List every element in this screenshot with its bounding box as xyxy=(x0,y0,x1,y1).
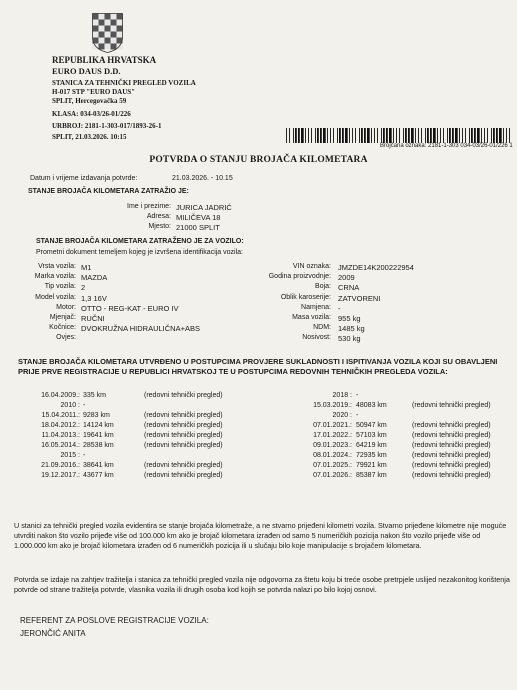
history-date: 15.03.2019.: xyxy=(313,402,352,409)
vehicle-field-label: Nosivost: xyxy=(302,334,331,342)
history-date: 16.05.2014.: xyxy=(41,442,80,449)
vehicle-field-value: M1 xyxy=(81,263,92,272)
vehicle-field-value: JMZDE14K200222954 xyxy=(338,263,414,272)
history-type: (redovni tehnički pregled) xyxy=(144,432,223,439)
history-date: 07.01.2025.: xyxy=(313,462,352,469)
vehicle-field-label: Godina proizvodnje: xyxy=(268,273,331,281)
header-company: EURO DAUS D.D. xyxy=(52,66,121,76)
vehicle-field-value: 2009 xyxy=(338,273,355,283)
history-type: (redovni tehnički pregled) xyxy=(412,442,491,449)
history-date: 2018 : xyxy=(332,392,352,399)
history-type: (redovni tehnički pregled) xyxy=(412,432,491,439)
history-km: 85387 km xyxy=(356,472,387,479)
vehicle-field-value: 955 kg xyxy=(338,314,361,323)
vehicle-heading: STANJE BROJAČA KILOMETARA ZATRAŽENO JE ZA VOZILO: xyxy=(36,238,244,245)
vehicle-field-label: Vrsta vozila: xyxy=(38,263,76,270)
vehicle-field-value: - xyxy=(338,303,341,313)
vehicle-field-value: 530 kg xyxy=(338,334,361,344)
referent-label: REFERENT ZA POSLOVE REGISTRACIJE VOZILA: xyxy=(20,616,209,625)
history-km: - xyxy=(83,402,86,409)
history-date: 16.04.2009.: xyxy=(41,392,80,399)
history-date: 18.04.2012.: xyxy=(41,422,80,429)
vehicle-note: Prometni dokument temeljem kojeg je izvršena identifikacija vozila: xyxy=(36,249,243,256)
history-km: - xyxy=(83,452,86,459)
liability-paragraph: Potvrda se izdaje na zahtjev tražitelja i stanica za tehnički pregled vozila nije odgovorna za štetu koju bi treće osobe pretrpjele uslijed nezakonitog korištenja potvrde od strane tražitelja potvrde, vlasnika vozila ili drugih osoba kod kojih se potvrda nalazi po bilo kojoj osnovi. xyxy=(14,575,510,594)
header-address: SPLIT, Hercegovačka 59 xyxy=(52,97,127,105)
issued-label: Datum i vrijeme izdavanja potvrde: xyxy=(30,175,138,182)
history-type: (redovni tehnički pregled) xyxy=(144,442,223,449)
history-type: (redovni tehnički pregled) xyxy=(144,422,223,429)
requester-city: 21000 SPLIT xyxy=(176,223,220,232)
history-km: 64219 km xyxy=(356,442,387,449)
vehicle-field-label: VIN oznaka: xyxy=(292,263,331,270)
history-type: (redovni tehnički pregled) xyxy=(412,422,491,429)
history-date: 2010 : xyxy=(60,402,80,409)
vehicle-field-value: RUČNI xyxy=(81,314,105,323)
vehicle-field-label: Oblik karoserije: xyxy=(280,293,331,301)
vehicle-field-label: Kočnice: xyxy=(49,324,76,332)
header-place-date: SPLIT, 21.03.2026. 10:15 xyxy=(52,133,127,141)
history-type: (redovni tehnički pregled) xyxy=(412,402,491,409)
history-date: 2015 : xyxy=(60,452,80,459)
requester-address: MILIČEVA 18 xyxy=(176,213,221,222)
vehicle-field-label: NDM: xyxy=(313,324,331,332)
history-type: (redovni tehnički pregled) xyxy=(412,472,491,479)
vehicle-field-value: MAZDA xyxy=(81,273,108,283)
history-km: 335 km xyxy=(83,392,106,399)
history-date: 07.01.2021.: xyxy=(313,422,352,429)
header-station-code: H-017 STP "EURO DAUS" xyxy=(52,88,136,96)
history-type: (redovni tehnički pregled) xyxy=(144,412,223,419)
requester-city-label: Mjesto: xyxy=(148,223,171,230)
header-klasa: KLASA: 034-03/26-01/226 xyxy=(52,110,131,118)
history-type: (redovni tehnički pregled) xyxy=(144,462,223,469)
barcode xyxy=(286,128,512,143)
vehicle-field-value: DVOKRUŽNA HIDRAULIČNA+ABS xyxy=(81,324,200,334)
history-km: - xyxy=(356,412,359,419)
barcode-caption: Brojčana oznaka: 2181-1-303 034-03/26-01/226 1 xyxy=(380,143,513,149)
vehicle-field-label: Motor: xyxy=(56,303,76,311)
vehicle-field-label: Model vozila: xyxy=(35,293,76,301)
history-km: 50947 km xyxy=(356,422,387,429)
header-urbroj: URBROJ: 2181-1-303-017/1893-26-1 xyxy=(52,122,162,130)
history-heading: STANJE BROJAČA KILOMETARA UTVRĐENO U POSTUPCIMA PROVJERE SUKLADNOSTI I ISPITIVANJA VOZILA KOJI SU OBAVLJENI PRIJE PRVE REGISTRACIJE U REPUBLICI HRVATSKOJ TE U POSTUPCIMA REDOVNIH TEHNIČKIH PREGLEDA VOZILA: xyxy=(18,357,498,376)
history-km: 57103 km xyxy=(356,432,387,439)
history-date: 21.09.2016.: xyxy=(41,462,80,469)
history-date: 07.01.2026.: xyxy=(313,472,352,479)
croatian-coat-of-arms-icon xyxy=(92,13,123,53)
history-km: 28538 km xyxy=(83,442,114,449)
history-km: 14124 km xyxy=(83,422,114,429)
vehicle-field-label: Masa vozila: xyxy=(292,314,331,321)
history-type: (redovni tehnički pregled) xyxy=(144,392,223,399)
vehicle-field-label: Mjenjač: xyxy=(49,314,76,321)
history-type: (redovni tehnički pregled) xyxy=(412,452,491,459)
header-station-type: STANICA ZA TEHNIČKI PREGLED VOZILA xyxy=(52,79,196,87)
vehicle-field-value: 1,3 16V xyxy=(81,293,107,303)
history-km: 19641 km xyxy=(83,432,114,439)
vehicle-field-value: CRNA xyxy=(338,283,360,293)
history-km: 79921 km xyxy=(356,462,387,469)
referent-name: JERONČIĆ ANITA xyxy=(20,629,86,638)
requester-address-label: Adresa: xyxy=(146,213,171,220)
vehicle-field-value: 1485 kg xyxy=(338,324,365,334)
history-km: 48083 km xyxy=(356,402,387,409)
history-date: 17.01.2022.: xyxy=(313,432,352,439)
document-title: POTVRDA O STANJU BROJAČA KILOMETARA xyxy=(149,155,368,165)
history-date: 09.01.2023.: xyxy=(313,442,352,449)
vehicle-field-label: Tip vozila: xyxy=(44,283,76,291)
history-date: 19.12.2017.: xyxy=(41,472,80,479)
history-date: 08.01.2024.: xyxy=(313,452,352,459)
history-type: (redovni tehnički pregled) xyxy=(412,462,491,469)
history-type: (redovni tehnički pregled) xyxy=(144,472,223,479)
disclaimer-paragraph: U stanici za tehnički pregled vozila evidentira se stanje brojača kilometraže, a ne stvarno prijeđeni kilometri vozila. Stvarno prijeđene kilometre nije moguće utvrditi nakon što vozilo prijeđe više od 100.000 km ako je brojač kilometara izrađen od samo 5 numeričkih pozicija nakon što vozilo prijeđe više od 1.000.000 km ako je brojač kilometara izrađen od 6 numeričkih pozicija ili u slučaju bilo koje manipulacije s brojačem kilometara. xyxy=(14,521,507,550)
vehicle-field-value: 2 xyxy=(81,283,86,293)
issued-value: 21.03.2026. - 10.15 xyxy=(172,175,233,182)
history-km: 43677 km xyxy=(83,472,114,479)
requester-name-label: Ime i prezime: xyxy=(127,203,171,210)
history-km: 38641 km xyxy=(83,462,114,469)
history-km: 72935 km xyxy=(356,452,387,459)
header-country: REPUBLIKA HRVATSKA xyxy=(52,55,157,65)
vehicle-field-label: Boja: xyxy=(315,283,331,291)
history-km: 9283 km xyxy=(83,412,110,419)
history-date: 11.04.2013.: xyxy=(41,432,80,439)
vehicle-field-label: Namjena: xyxy=(301,303,331,311)
history-date: 2020 : xyxy=(332,412,352,419)
history-km: - xyxy=(356,392,359,399)
requester-heading: STANJE BROJAČA KILOMETARA ZATRAŽIO JE: xyxy=(28,188,189,195)
vehicle-field-label: Ovjes: xyxy=(56,334,76,342)
vehicle-field-value: OTTO - REG-KAT - EURO IV xyxy=(81,303,179,313)
history-date: 15.04.2011.: xyxy=(41,412,80,419)
vehicle-field-value: ZATVORENI xyxy=(338,293,381,303)
requester-name: JURICA JADRIĆ xyxy=(176,203,232,212)
vehicle-field-label: Marka vozila: xyxy=(34,273,76,281)
